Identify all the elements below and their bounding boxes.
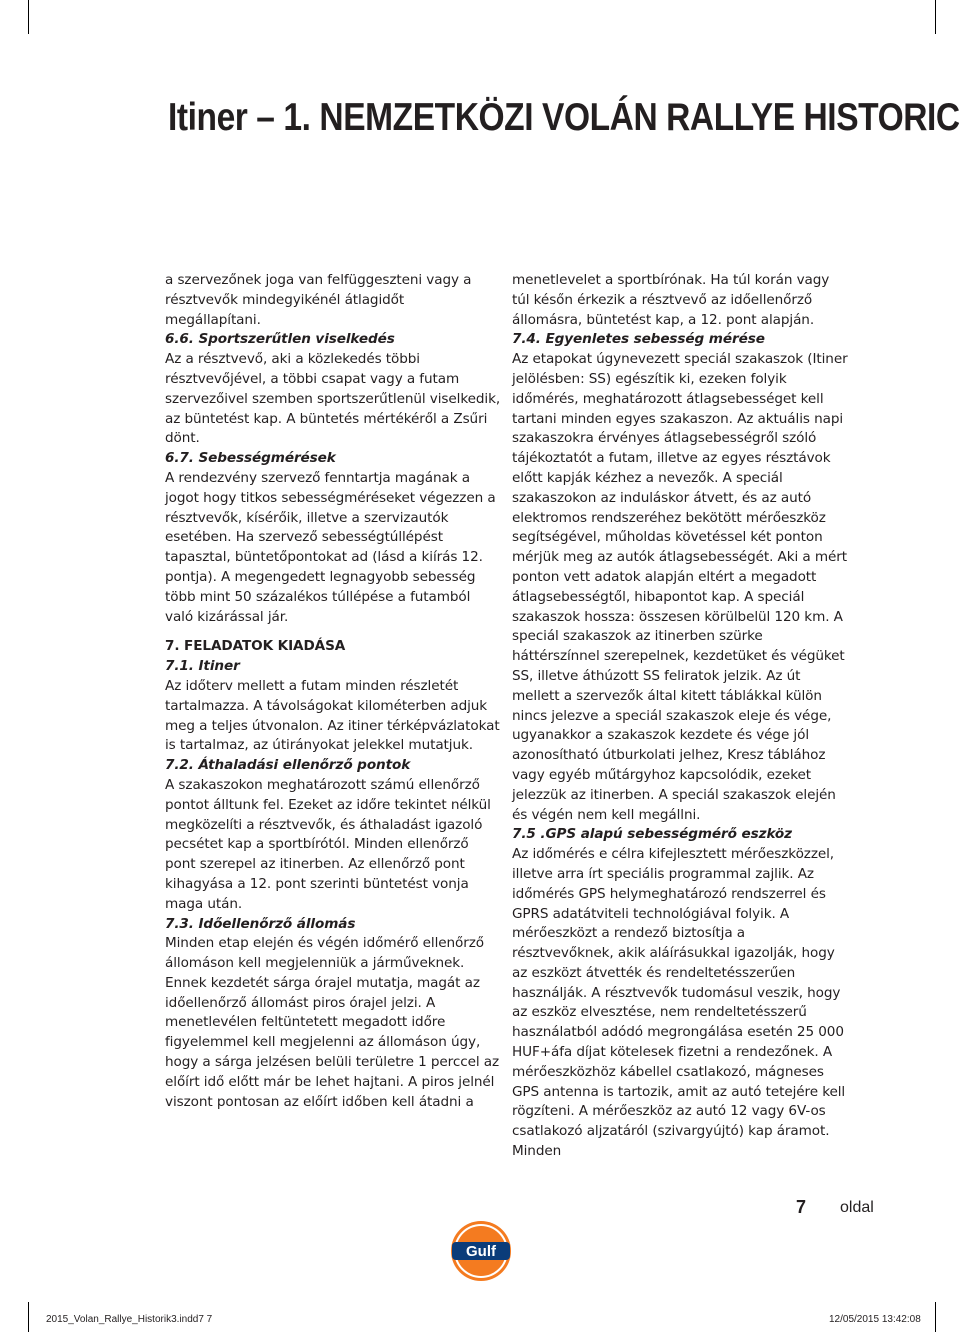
footer-file-info: 2015_Volan_Rallye_Historik3.indd7 7: [46, 1314, 213, 1325]
body-paragraph: a szervezőnek joga van felfüggeszteni vagy a résztvevők mindegyikénél átlagidőt megállapítani.: [165, 272, 472, 328]
crop-mark-tl-v: [28, 0, 29, 34]
subsection-heading: 6.7. Sebességmérések: [165, 450, 336, 467]
body-paragraph: A rendezvény szervező fenntartja magának a jogot hogy titkos sebességméréseket végezzen a résztvevők, kísérőik, illetve a szervizautók esetében. Ha szervező sebességtúllépést tapasztal, büntetőpontokat ad (lásd a kiírás 12. pontja). A megengedett legnagyobb sebesség több mint 50 százalékos túllépése a futamból való kizárással jár.: [165, 469, 496, 625]
page-number: 7: [796, 1197, 807, 1217]
logo-text: Gulf: [466, 1243, 496, 1260]
right-column: [512, 271, 848, 1162]
footer-timestamp: 12/05/2015 13:42:08: [829, 1314, 921, 1325]
page-title: Itiner – 1. NEMZETKÖZI VOLÁN RALLYE HISTORIC: [168, 96, 960, 139]
subsection-heading: 7.2. Áthaladási ellenőrző pontok: [165, 757, 411, 774]
body-paragraph: Az időmérés e célra kifejlesztett mérőeszközzel, illetve arra írt speciális programmal zajlik. Az időmérés GPS helymeghatározó rendszerrel és GPRS adatátviteli technológiával folyik. A mérőeszközt a rendező biztosítja a résztvevőknek, akik aláírásukkal igazolják, hogy az eszközt átvették és rendeltetésszerűen használják. A résztvevők tudomásul veszik, hogy az eszköz elvesztése, nem rendeltetésszerű használatból adódó megrongálása esetén 25 000 HUF+áfa díjat kötelesek fizetni a rendezőnek. A mérőeszközhöz kábellel csatlakozó, mágneses GPS antenna is tartozik, amit az autó tetejére kell rögzíteni. A mérőeszköz az autó 12 vagy 6V-os csatlakozó aljzatáról (szivargyújtó) kap áramot. Minden: [512, 846, 846, 1160]
body-paragraph: A szakaszokon meghatározott számú ellenőrző pontot álltunk fel. Ezeket az időre tekintet nélkül megközelíti a résztvevők, és áthaladást igazoló pecsétet kap a sportbírótól. Minden ellenőrző pont szerepel az itinerben. Az ellenőrző pont kihagyása a 12. pont szerinti büntetést vonja maga után.: [165, 776, 491, 912]
page-label: oldal: [840, 1199, 874, 1216]
body-paragraph: Az a résztvevő, aki a közlekedés többi résztvevőjével, a többi csapat vagy a futam szervezőivel szemben sportszerűtlenül viselkedik, az büntetést kap. A büntetés mértékéről a Zsűri dönt.: [165, 351, 501, 447]
section-spacer: [165, 627, 501, 637]
gulf-logo: [450, 1220, 512, 1282]
crop-mark-br-v: [935, 1302, 936, 1332]
left-column: [165, 271, 501, 1112]
crop-mark-bl-v: [28, 1302, 29, 1332]
body-paragraph: Az etapokat úgynevezett speciál szakaszok (Itiner jelölésben: SS) egészítik ki, ezeken folyik időmérés, meghatározott átlagsebességet kell tartani minden egyes szakaszon. Az aktuális napi szakaszokra érvényes átlagsebességről szóló tájékoztatót a futam, illetve az egyes résztávok előtt kapják kézhez a nevezők. A speciál szakaszokon az induláskor átvett, és az autó elektromos rendszeréhez bekötött mérőeszköz segítségével, műholdas követéssel két ponton mérjük meg az autók átlagsebességét. Aki a mért ponton vett adatok alapján eltért a megadott átlagsebességtől, hibapontot kap. A speciál szakaszok hossza: összesen körülbelül 120 km. A speciál szakaszok az itinerben szürke háttérszínnel szerepelnek, kezdetüket és végüket SS, illetve áthúzott SS feliratok jelzik. Az út mellett a szervezők által kitett táblákkal külön nincs jelezve a speciál szakaszok eleje és vége, ugyanakkor a szakaszok kezdete és vége jól azonosítható útburkolati jelhez, Kresz táblához vagy egyéb műtárgyhoz kapcsolódik, ezeket jelezzük az itinerben. A speciál szakaszok elején és végén nem kell megállni.: [512, 351, 848, 823]
subsection-heading: 7.3. Időellenőrző állomás: [165, 915, 356, 932]
subsection-heading: 7.1. Itiner: [165, 658, 240, 675]
section-heading: 7. FELADATOK KIADÁSA: [165, 638, 346, 655]
crop-mark-tr-v: [935, 0, 936, 34]
subsection-heading: 7.5 .GPS alapú sebességmérő eszköz: [512, 826, 792, 843]
body-paragraph: Az időterv mellett a futam minden részletét tartalmazza. A távolságokat kilométerben adjuk meg a teljes útvonalon. Az itiner térképvázlatokat is tartalmaz, az útirányokat jelekkel mutatjuk.: [165, 677, 500, 754]
subsection-heading: 6.6. Sportszerűtlen viselkedés: [165, 331, 395, 348]
subsection-heading: 7.4. Egyenletes sebesség mérése: [512, 331, 765, 348]
body-paragraph: Minden etap elején és végén időmérő ellenőrző állomáson kell megjelenniük a járműveknek. Ennek kezdetét sárga órajel mutatja, magát az időellenőrző állomást piros órajel jelzi. A menetlevélen feltüntetett megadott időre figyelemmel kell megjelenni az állomáson úgy, hogy a sárga jelzésen belüli területre 1 perccel az előírt idő előtt már be lehet hajtani. A piros jelnél viszont pontosan az előírt időben kell átadni a: [165, 935, 500, 1110]
body-paragraph: menetlevelet a sportbírónak. Ha túl korán vagy túl későn érkezik a résztvevő az időellenőrző állomásra, büntetést kap, a 12. pont alapján.: [512, 272, 830, 328]
